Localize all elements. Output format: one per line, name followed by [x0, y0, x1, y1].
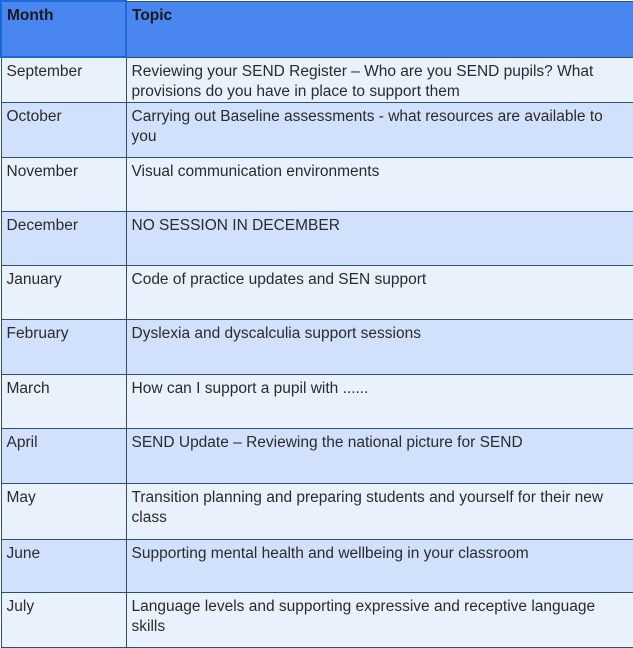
table-row — [1, 428, 633, 483]
month-column-header: Month — [1, 1, 126, 57]
table-row — [1, 592, 633, 647]
topic-cell: Code of practice updates and SEN support — [126, 265, 633, 319]
table-row — [1, 374, 633, 428]
month-cell: December — [1, 211, 126, 265]
topic-cell: Dyslexia and dyscalculia support sessions — [126, 319, 633, 374]
topic-cell: Language levels and supporting expressive and receptive language skills — [126, 592, 633, 647]
month-cell: November — [1, 157, 126, 211]
header-row — [1, 1, 633, 57]
table-row — [1, 539, 633, 592]
table-row — [1, 102, 633, 157]
month-cell: January — [1, 265, 126, 319]
topic-cell: Visual communication environments — [126, 157, 633, 211]
topic-cell: Carrying out Baseline assessments - what resources are available to you — [126, 102, 633, 157]
month-cell: October — [1, 102, 126, 157]
topic-cell: Reviewing your SEND Register – Who are you SEND pupils? What provisions do you have in place to support them — [126, 57, 633, 102]
month-cell: July — [1, 592, 126, 647]
table-row — [1, 57, 633, 102]
month-cell: September — [1, 57, 126, 102]
month-cell: April — [1, 428, 126, 483]
topic-column-header: Topic — [126, 1, 633, 57]
month-cell: May — [1, 483, 126, 539]
table-row — [1, 157, 633, 211]
topic-cell: Transition planning and preparing students and yourself for their new class — [126, 483, 633, 539]
table-row — [1, 319, 633, 374]
topic-cell: SEND Update – Reviewing the national picture for SEND — [126, 428, 633, 483]
month-cell: February — [1, 319, 126, 374]
topic-cell: NO SESSION IN DECEMBER — [126, 211, 633, 265]
table-row — [1, 483, 633, 539]
topic-cell: How can I support a pupil with ...... — [126, 374, 633, 428]
month-cell: March — [1, 374, 126, 428]
table-row — [1, 265, 633, 319]
month-cell: June — [1, 539, 126, 592]
topic-cell: Supporting mental health and wellbeing in your classroom — [126, 539, 633, 592]
table-row — [1, 211, 633, 265]
